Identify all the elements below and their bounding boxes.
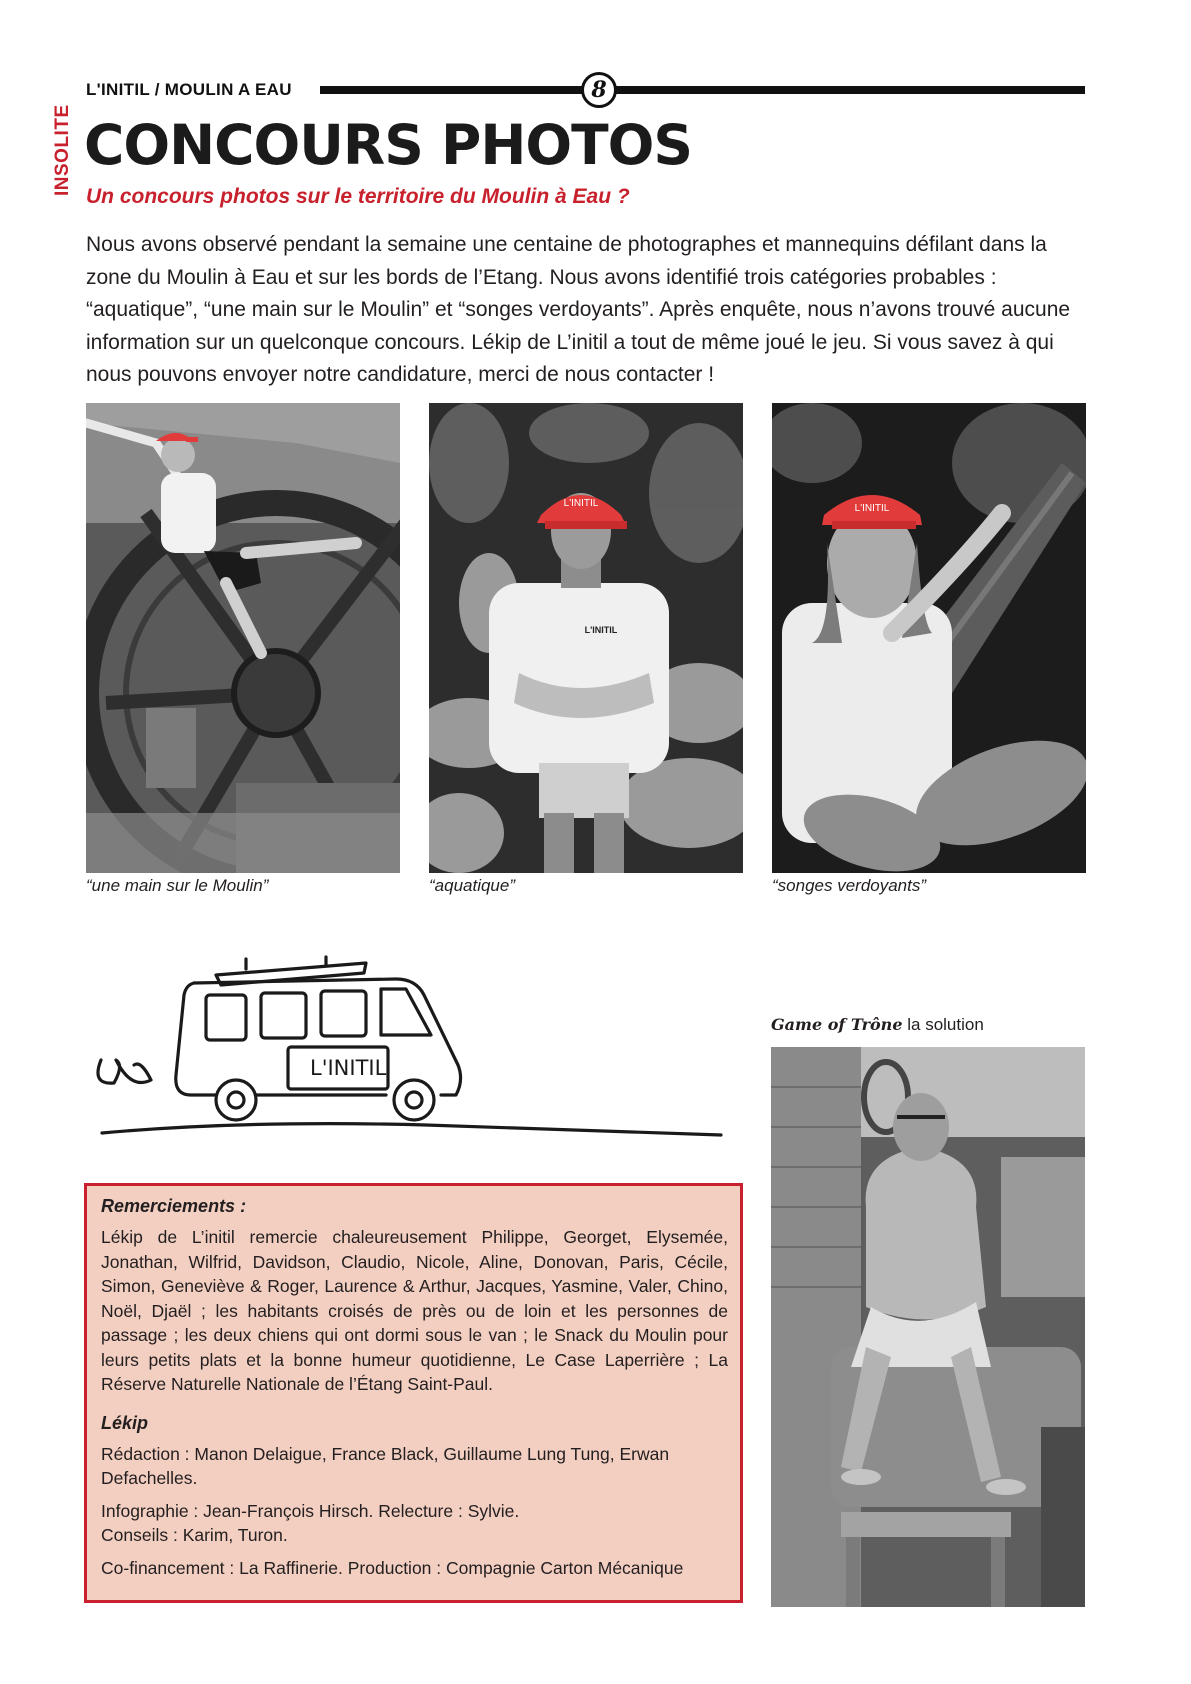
game-of-throne-logo: Game of Trône: [771, 1015, 903, 1034]
photo-garden-man: [429, 403, 743, 873]
header-rule: [320, 86, 1085, 94]
cap-logo-text: L'INITIL: [563, 498, 599, 509]
team-conseils: Conseils : Karim, Turon.: [101, 1525, 288, 1545]
page-subtitle: Un concours photos sur le territoire du Moulin à Eau ?: [86, 185, 630, 208]
photo-caption: “songes verdoyants”: [772, 876, 927, 895]
cap-logo-text: L'INITIL: [854, 503, 890, 514]
team-financement: Co-financement : La Raffinerie. Production : Compagnie Carton Mécanique: [101, 1557, 684, 1578]
thanks-heading: Remerciements :: [101, 1196, 247, 1216]
team-heading: Lékip: [101, 1412, 149, 1433]
van-logo-text: L'INITIL: [310, 1056, 387, 1080]
intro-paragraph: Nous avons observé pendant la semaine une centaine de photographes et mannequins défilant dans la zone du Moulin à Eau et sur les bords de l’Etang. Nous avons identifié trois catégories probables : “aquatique”, “une main sur le Moulin” et “songes verdoyants”. Après enquête, nous n’avons trouvé aucune information sur un quelconque concours. Lékip de L’initil a tout de même joué le jeu. Si vous savez à qui nous pouvons envoyer notre candidature, merci de nous contacter !: [86, 233, 1071, 386]
credits-box: [84, 1183, 743, 1603]
page-title: CONCOURS PHOTOS: [84, 113, 693, 177]
photo-water-wheel: [86, 403, 400, 873]
team-redaction: Rédaction : Manon Delaigue, France Black, Guillaume Lung Tung, Erwan Defachelles.: [101, 1443, 670, 1488]
team-infographie: Infographie : Jean-François Hirsch. Relecture : Sylvie.: [101, 1500, 520, 1521]
game-of-throne-label: [771, 1015, 984, 1035]
tshirt-logo-text: L'INITIL: [584, 625, 618, 635]
photo-caption: “une main sur le Moulin”: [86, 876, 269, 895]
photo-tree-woman: [772, 403, 1086, 873]
section-kicker: L'INITIL / MOULIN A EAU: [86, 80, 292, 99]
photo-caption: “aquatique”: [429, 876, 516, 895]
thanks-text: Lékip de L’initil remercie chaleureusement Philippe, Georget, Elysemée, Jonathan, Wilfrid, Davidson, Claudio, Nicole, Aline, Donovan, Paris, Cécile, Simon, Geneviève & Roger, Laurence & Arthur, Jacques, Yasmine, Valer, Chino, Noël, Djaël ; les habitants croisés de près ou de loin et les personnes de passage ; les deux chiens qui ont dormi sous le van ; le Snack du Moulin pour leurs petits plats et la bonne humeur quotidienne, Le Case Laperrière ; La Réserve Naturelle Nationale de l’Étang Saint-Paul.: [101, 1227, 728, 1394]
photo-solution-man-seated: [771, 1047, 1085, 1607]
section-tag: INSOLITE: [52, 104, 73, 196]
page-number: 8: [581, 72, 617, 108]
van-illustration: [96, 955, 726, 1165]
game-of-throne-solution: la solution: [907, 1015, 984, 1034]
